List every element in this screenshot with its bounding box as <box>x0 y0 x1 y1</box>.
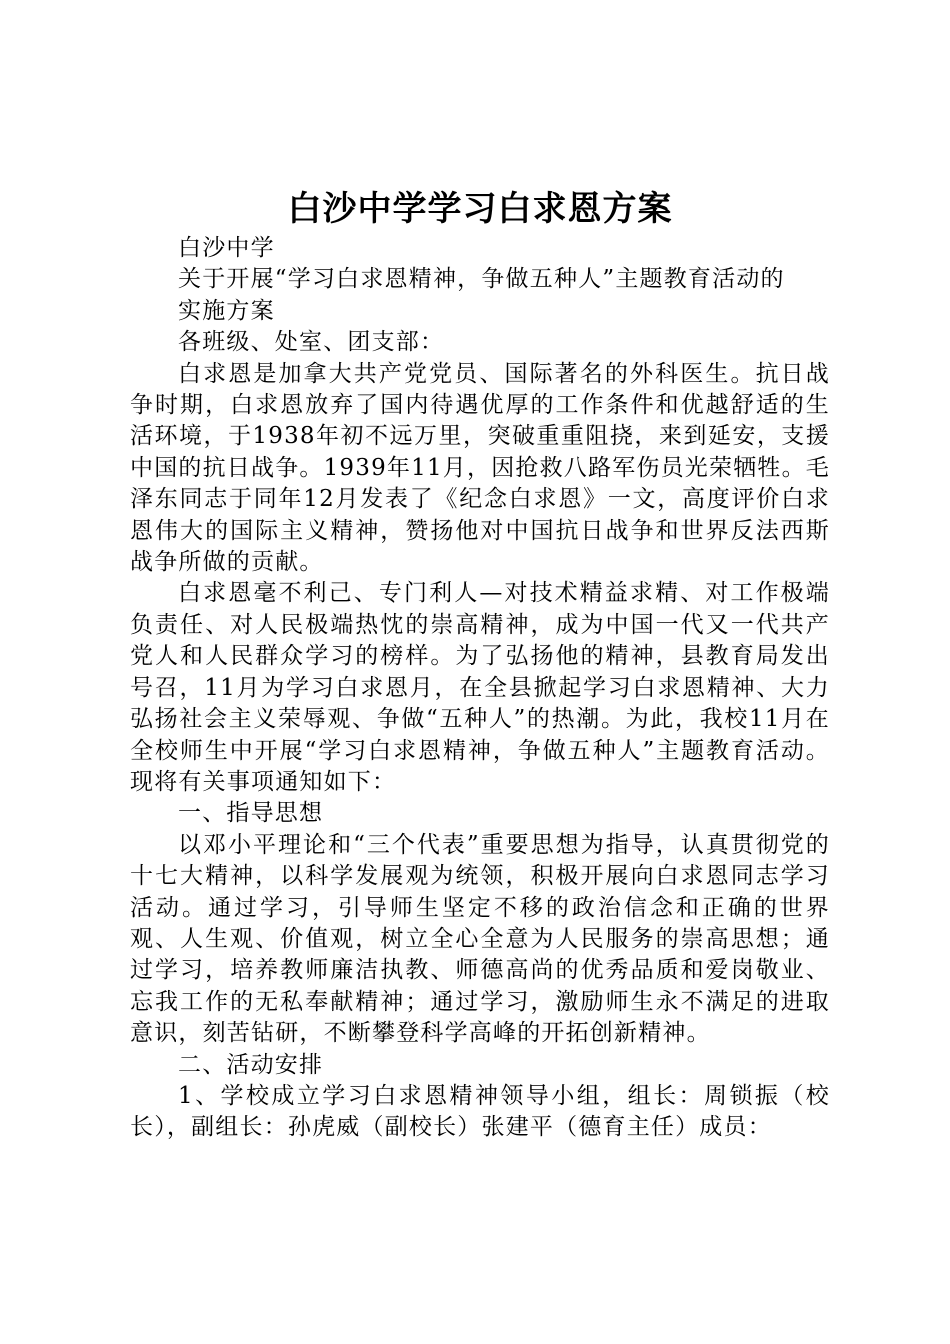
school-name-line: 白沙中学 <box>178 235 275 261</box>
plan-heading: 实施方案 <box>178 297 275 324</box>
intro-paragraph: 白求恩是加拿大共产党党员、国际著名的外科医生。抗日战争时期，白求恩放弃了国内待遇优厚的工作条件和优越舒适的生活环境，于1938年初不远万里，突破重重阻挠，来到延安，支援中国的抗日战争。1939年11月，因抢救八路军伤员光荣牺牲。毛泽东同志于同年12月发表了《纪念白求恩》一文，高度评价白求恩伟大的国际主义精神，赞扬他对中国抗日战争和世界反法西斯战争所做的贡献。 <box>130 360 830 576</box>
activity-item-1: 1、学校成立学习白求恩精神领导小组，组长：周锁振（校长），副组长：孙虎威（副校长）张建平（德育主任）成员： <box>130 1082 830 1141</box>
section-heading-guiding-thought: 一、指导思想 <box>178 800 324 827</box>
guiding-thought-paragraph: 以邓小平理论和“三个代表”重要思想为指导，认真贯彻党的十七大精神，以科学发展观为统领，积极开展向白求恩同志学习活动。通过学习，引导师生坚定不移的政治信念和正确的世界观、人生观、价值观，树立全心全意为人民服务的崇高思想；通过学习，培养教师廉洁执教、师德高尚的优秀品质和爱岗敬业、忘我工作的无私奉献精神；通过学习，激励师生永不满足的进取意识，刻苦钻研，不断攀登科学高峰的开拓创新精神。 <box>130 831 830 1047</box>
notice-subject-line: 关于开展“学习白求恩精神，争做五种人”主题教育活动的 <box>178 266 785 293</box>
purpose-paragraph: 白求恩毫不利己、专门利人—对技术精益求精、对工作极端负责任、对人民极端热忱的崇高精神，成为中国一代又一代共产党人和人民群众学习的榜样。为了弘扬他的精神，县教育局发出号召，11月为学习白求恩月，在全县掀起学习白求恩精神、大力弘扬社会主义荣辱观、争做“五种人”的热潮。为此，我校11月在全校师生中开展“学习白求恩精神，争做五种人”主题教育活动。现将有关事项通知如下： <box>130 580 830 795</box>
document-title: 白沙中学学习白求恩方案 <box>287 189 673 229</box>
document-body <box>130 233 830 1144</box>
section-heading-activities: 二、活动安排 <box>178 1051 324 1078</box>
addressee-line: 各班级、处室、团支部： <box>178 329 445 356</box>
